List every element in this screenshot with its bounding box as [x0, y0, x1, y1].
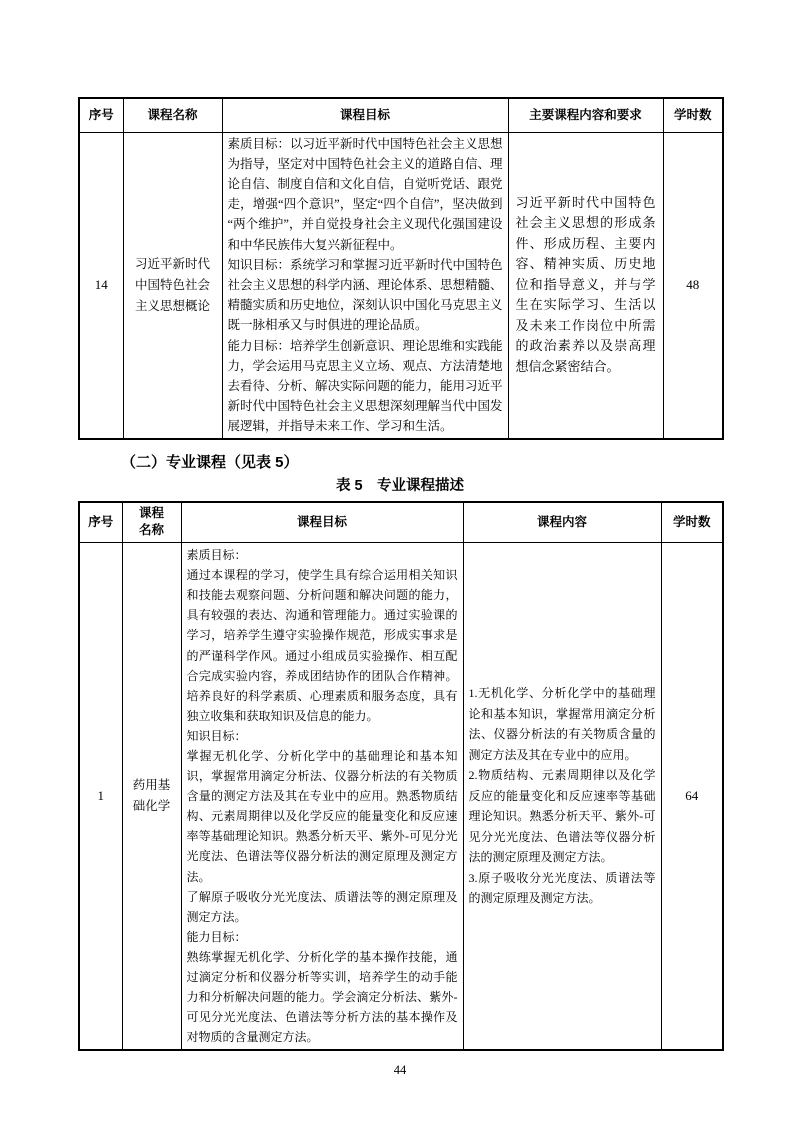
page-content: [78, 97, 722, 1078]
t2-content-item-1: 1.无机化学、分析化学中的基础理论和基本知识，掌握常用滴定分析法、仪器分析法的有关物质含量的测定方法及其在专业中的应用。: [468, 686, 656, 762]
t1-cell-course-name: 习近平新时代中国特色社会主义思想概论: [123, 132, 222, 439]
t1-objective-knowledge: 知识目标：系统学习和掌握习近平新时代中国特色社会主义思想的科学内涵、理论体系、思想精髓、精髓实质和历史地位，深刻认识中国化马克思主义既一脉相承又与时俱进的理论品质。: [227, 257, 503, 333]
t1-header-objectives: 课程目标: [222, 98, 508, 132]
ideology-course-table: [78, 97, 724, 440]
t1-header-hours: 学时数: [663, 98, 723, 132]
t1-objective-ability: 能力目标：培养学生创新意识、理论思维和实践能力，学会运用马克思主义立场、观点、方法清楚地去看待、分析、解决实际问题的能力，能用习近平新时代中国特色社会主义思想深刻理解当代中国发展逻辑，并指导未来工作、学习和生活。: [227, 338, 503, 434]
t2-cell-content: [463, 543, 661, 1051]
t2-header-no: 序号: [79, 502, 122, 543]
t1-header-content: 主要课程内容和要求: [508, 98, 663, 132]
t2-objective-knowledge-label: 知识目标：: [186, 728, 247, 743]
t1-objective-quality: 素质目标：以习近平新时代中国特色社会主义思想为指导，坚定对中国特色社会主义的道路自信、理论自信、制度自信和文化自信，自觉听党话、跟党走，增强“四个意识”，坚定“四个自信”，坚决做到“两个维护”，并自觉投身社会主义现代化强国建设和中华民族伟大复兴新征程中。: [227, 136, 503, 252]
major-course-table: [78, 501, 724, 1052]
t1-header-row: [79, 98, 723, 132]
t2-objective-ability-label: 能力目标：: [186, 929, 247, 944]
t1-cell-hours: 48: [663, 132, 723, 439]
t2-header-hours: 学时数: [661, 502, 723, 543]
t2-header-row: [79, 502, 723, 543]
t2-row-1: [79, 543, 723, 1051]
t2-objective-knowledge-text: 掌握无机化学、分析化学中的基础理论和基本知识，掌握常用滴定分析法、仪器分析法的有关物质含量的测定方法及其在专业中的应用。熟悉物质结构、元素周期律以及化学反应的能量变化和反应速率等基础理论知识。熟悉分析天平、紫外-可见分光光度法、色谱法等仪器分析法的测定原理及测定方法。: [186, 748, 458, 884]
t1-cell-no: 14: [79, 132, 123, 439]
page-number: 44: [393, 1063, 407, 1078]
t2-cell-objectives: [181, 543, 463, 1051]
t2-cell-no: 1: [79, 543, 122, 1051]
t2-cell-course-name: 药用基础化学: [122, 543, 181, 1051]
t2-cell-hours: 64: [661, 543, 723, 1051]
t2-objective-ability-text: 熟练掌握无机化学、分析化学的基本操作技能，通过滴定分析和仪器分析等实训，培养学生的动手能力和分析解决问题的能力。学会滴定分析法、紫外-可见分光光度法、色谱法等分析方法的基本操作及对物质的含量测定方法。: [186, 949, 458, 1045]
t2-objective-quality-label: 素质目标：: [186, 548, 247, 563]
t1-row-14: [79, 132, 723, 439]
t2-objective-quality-text: 通过本课程的学习，使学生具有综合运用相关知识和技能去观察问题、分析问题和解决问题的能力，具有较强的表达、沟通和管理能力。通过实验课的学习，培养学生遵守实验操作规范，形成实事求是的严谨科学作风。通过小组成员实验操作、相互配合完成实验内容，养成团结协作的团队合作精神。培养良好的科学素质、心理素质和服务态度，具有独立收集和获取知识及信息的能力。: [186, 568, 458, 723]
t2-objective-knowledge-text2: 了解原子吸收分光光度法、质谱法等的测定原理及测定方法。: [186, 889, 458, 924]
t2-header-objectives: 课程目标: [181, 502, 463, 543]
t1-cell-objectives: [222, 132, 508, 439]
t2-content-item-2: 2.物质结构、元素周期律以及化学反应的能量变化和反应速率等基础理论知识。熟悉分析天平、紫外-可见分光光度法、色谱法等仪器分析法的测定原理及测定方法。: [468, 768, 656, 865]
t1-header-no: 序号: [79, 98, 123, 132]
t2-header-course-name: 课程名称: [122, 502, 181, 543]
t2-content-item-3: 3.原子吸收分光光度法、质谱法等的测定原理及测定方法。: [468, 870, 656, 906]
section-heading: （二）专业课程（见表 5）: [121, 453, 299, 471]
t1-content-text: 习近平新时代中国特色社会主义思想的形成条件、形成历程、主要内容、精神实质、历史地位和指导意义，并与学生在实际学习、生活以及未来工作岗位中所需的政治素养以及崇高理想信念紧密结合。: [515, 194, 656, 374]
t1-cell-content: [508, 132, 663, 439]
t2-header-content: 课程内容: [463, 502, 661, 543]
t1-header-course-name: 课程名称: [123, 98, 222, 132]
table5-title: 表 5 专业课程描述: [335, 477, 465, 494]
